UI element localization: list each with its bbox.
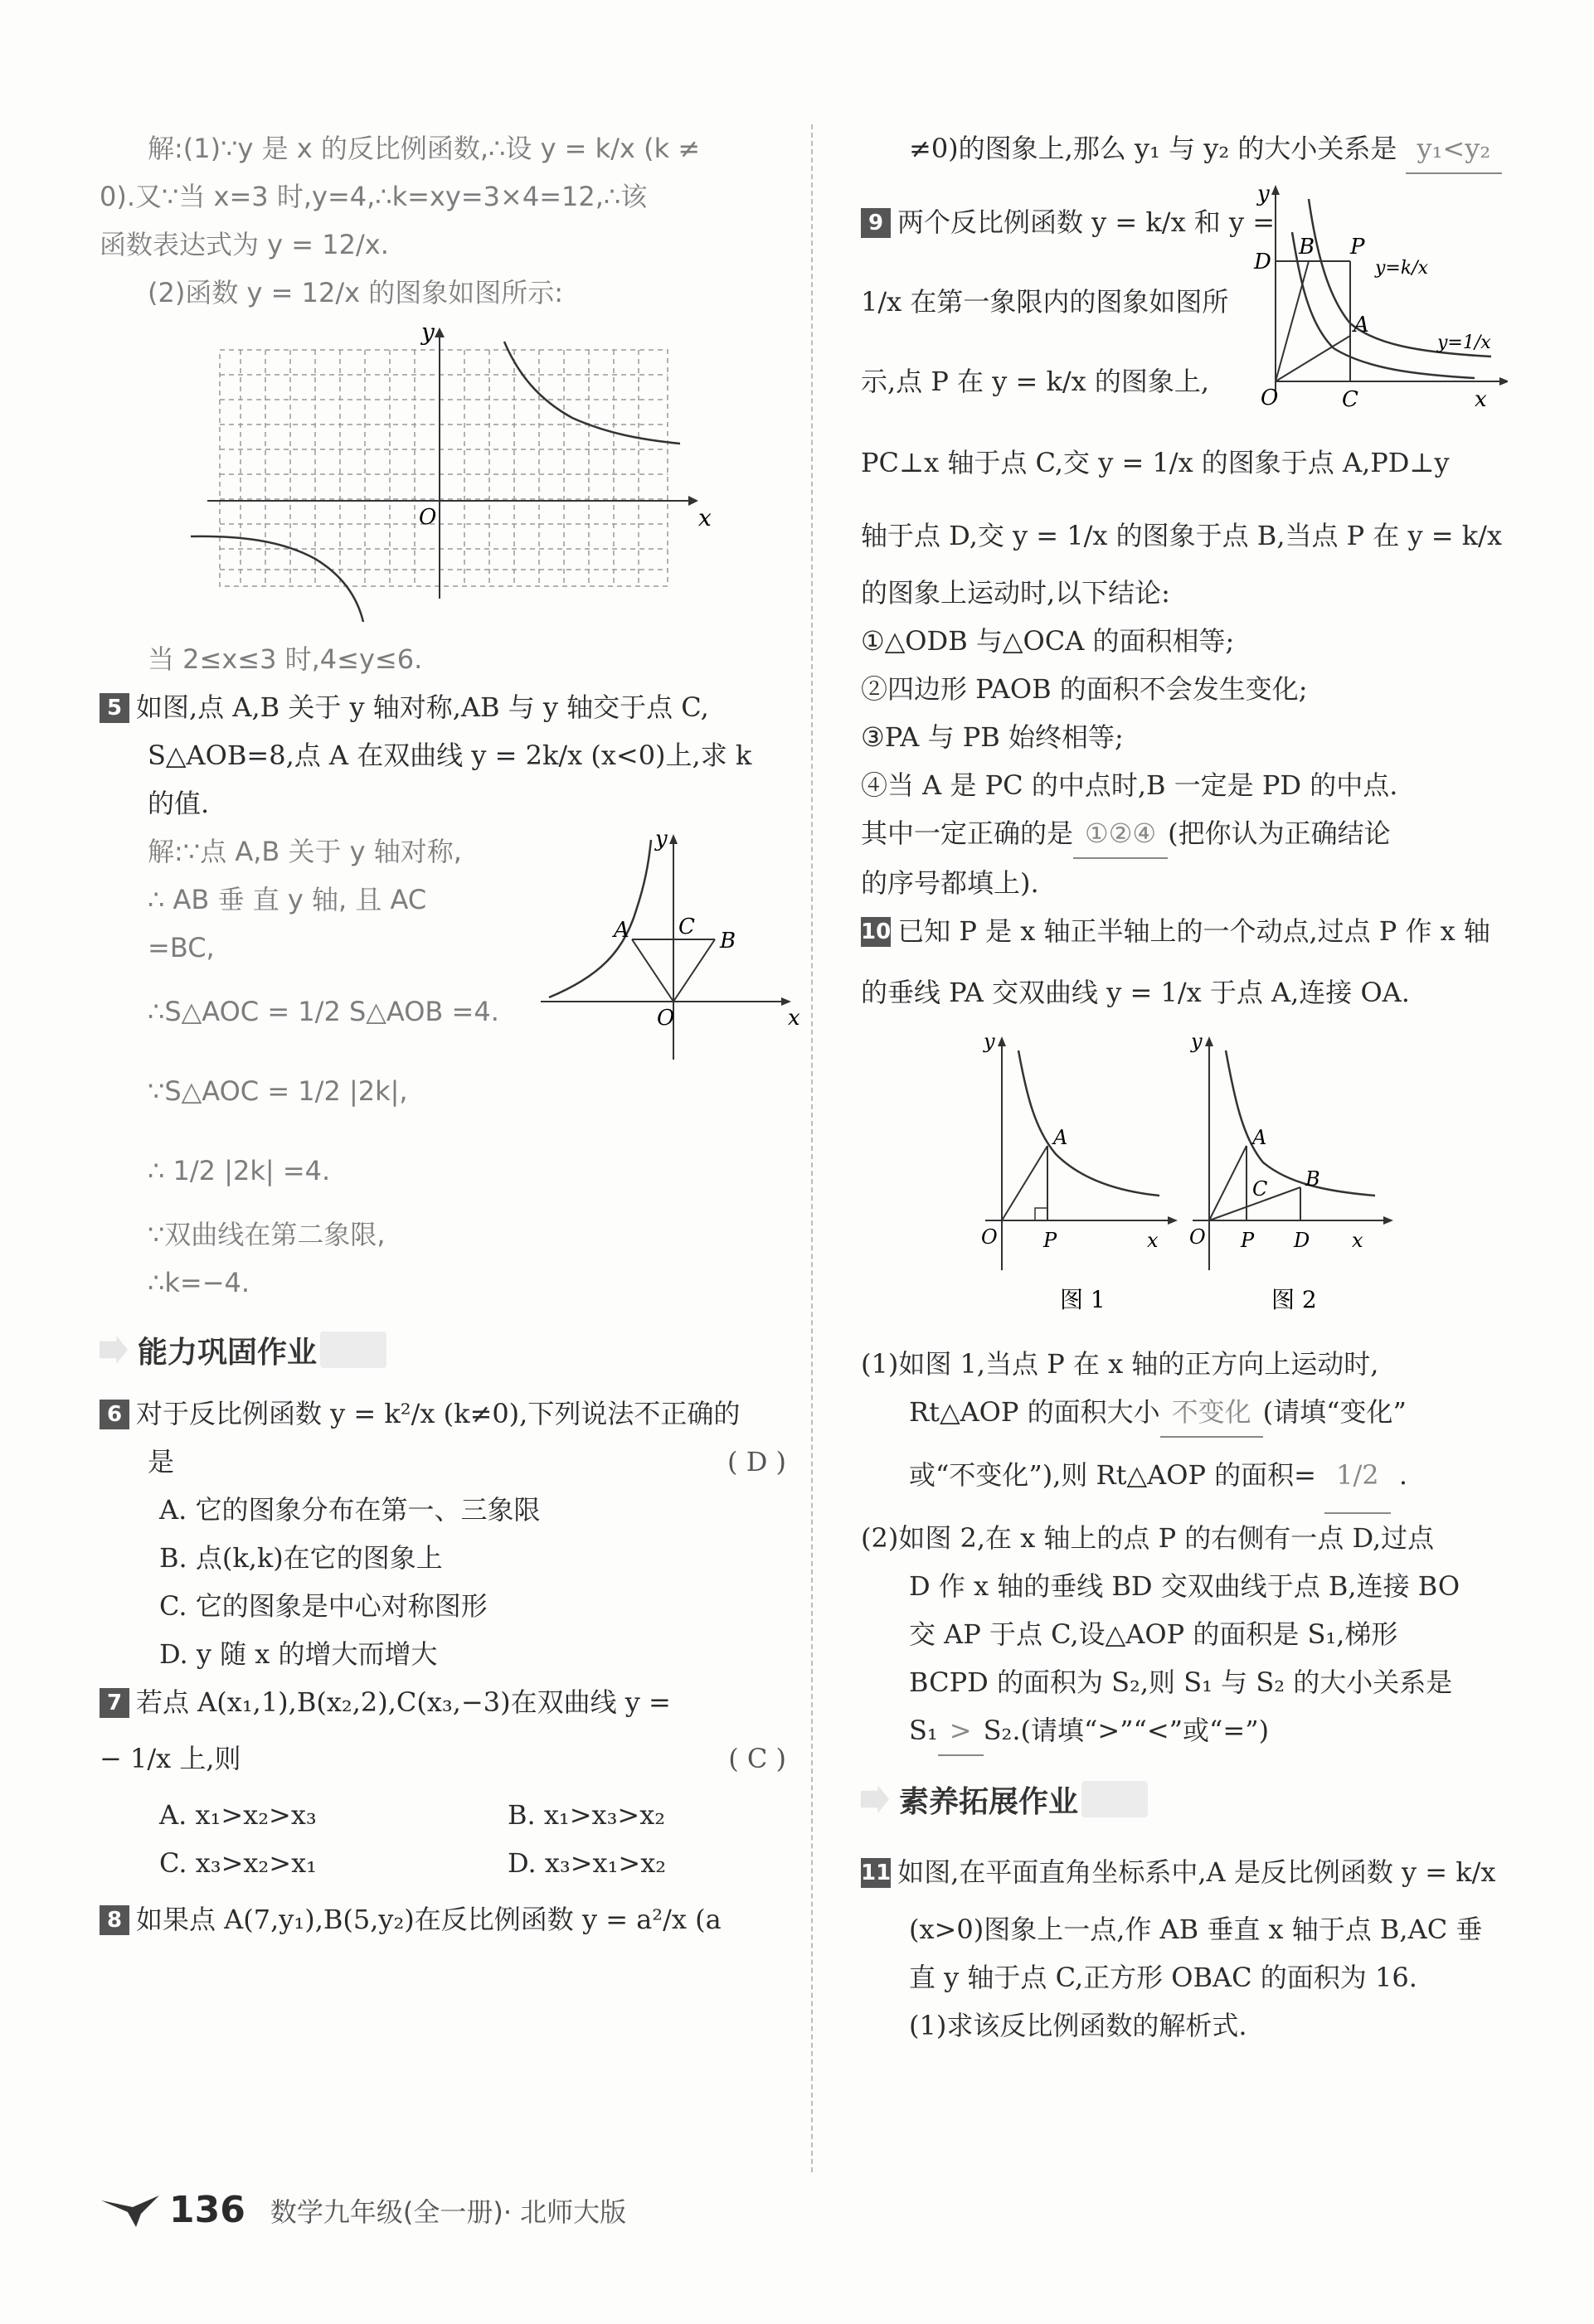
solution-5-line: ∴ AB 垂 直 y 轴, 且 AC [148,884,427,915]
option: A. x₁>x₂>x₃ [159,1799,317,1831]
solution-5-block [100,827,800,1307]
option: C. 它的图象是中心对称图形 [159,1590,488,1622]
option: D. x₃>x₁>x₂ [508,1847,667,1879]
fig10-1-label-p: P [1043,1229,1057,1252]
fig10-2-label-o: O [1189,1225,1206,1249]
question-6-line [100,1438,796,1486]
question-6-line [100,1390,796,1438]
section-header-extension [861,1773,1508,1826]
solution-4-1-line: 函数表达式为 y = 12/x. [100,229,389,260]
origin-label: O [419,505,437,530]
q10-1-text-c: (请填“变化” [1262,1396,1407,1428]
question-9-tail [861,809,1508,859]
question-number-10: 10 [861,917,891,947]
fig5-label-x: x [787,1006,800,1031]
fig10-2-label-p: P [1241,1229,1255,1252]
fig10-2-label-d: D [1294,1229,1310,1252]
solution-4-2: (2)函数 y = 12/x 的图象如图所示: [148,277,563,308]
fig10-1-label-y: y [984,1030,995,1053]
question-number-5: 5 [100,693,129,723]
section-arrow-icon [100,1336,128,1364]
fig9-label-p: P [1350,235,1365,260]
q10-1-text-d: 或“不变化”),则 Rt△AOP 的面积= [909,1459,1316,1491]
fig10-2-label-x: x [1352,1229,1363,1252]
question-9-line: ④当 A 是 PC 的中点时,B 一定是 PD 的中点. [861,769,1398,801]
figure-9 [1251,182,1508,423]
solution-5-line: ∴ 1/2 |2k| =4. [148,1155,331,1186]
solution-4-3: 当 2≤x≤3 时,4≤y≤6. [148,643,423,675]
fig9-label-d: D [1254,250,1271,274]
solution-5-line: 解:∵点 A,B 关于 y 轴对称, [148,836,462,867]
option: A. 它的图象分布在第一、三象限 [159,1494,541,1526]
solution-5-line: ∴k=−4. [148,1267,250,1298]
fig10-2-label-b: B [1305,1167,1320,1191]
option: B. x₁>x₃>x₂ [508,1799,666,1831]
question-number-11: 11 [861,1858,891,1888]
left-column [100,124,800,1943]
question-9-line: 1/x 在第一象限内的图象如图所 [861,286,1229,318]
solution-4-1-line: 解:(1)∵y 是 x 的反比例函数,∴设 y = k/x (k ≠ [148,133,701,164]
figure-10 [861,1030,1508,1337]
question-10-line [861,907,1508,955]
bird-logo-icon [100,2192,161,2229]
section-title: 能力巩固作业 [138,1335,318,1370]
page-number: 136 [169,2189,245,2231]
q10-1-text-b: Rt△AOP 的面积大小 [909,1396,1160,1428]
solution-5-line: ∵S△AOC = 1/2 |2k|, [148,1075,408,1107]
question-9-top [861,182,1508,423]
fig5-label-y: y [654,827,668,851]
section-title: 素养拓展作业 [899,1784,1079,1819]
question-9-line: 的图象上运动时,以下结论: [861,577,1170,609]
q10-2-s1: S₁ [909,1715,938,1746]
question-8-cont-text: ≠0)的图象上,那么 y₁ 与 y₂ 的大小关系是 [909,133,1397,164]
fig9-label-c: C [1342,387,1358,412]
answer-10-1-change: 不变化 [1160,1388,1263,1438]
figure-caption-1: 图 1 [1060,1286,1106,1313]
question-9-line: 轴于点 D,交 y = 1/x 的图象于点 B,当点 P 在 y = k/x [861,520,1502,551]
question-7-text: 若点 A(x₁,1),B(x₂,2),C(x₃,−3)在双曲线 y = [136,1686,671,1718]
question-10-2: D 作 x 轴的垂线 BD 交双曲线于点 B,连接 BO [909,1570,1460,1602]
hyperbola-graph-4 [100,317,796,632]
question-number-7: 7 [100,1688,129,1718]
x-axis-arrow [688,496,698,506]
question-10-line: 的垂线 PA 交双曲线 y = 1/x 于点 A,连接 OA. [861,977,1410,1008]
solution-5-line: ∴S△AOC = 1/2 S△AOB =4. [148,996,499,1027]
fig5-label-b: B [719,929,736,953]
question-11-line [861,1839,1508,1905]
question-number-6: 6 [100,1400,129,1429]
figure-10-1 [981,1030,1178,1313]
answer-6: ( D ) [727,1446,786,1477]
q9-tail-b: (把你认为正确结论 [1168,818,1391,849]
question-number-8: 8 [100,1905,129,1935]
fig9-label-k-curve: y=k/x [1375,258,1429,279]
question-11-line: (x>0)图象上一点,作 AB 垂直 x 轴于点 B,AC 垂 [909,1914,1483,1945]
answer-10-1-area: 1/2 [1324,1438,1391,1514]
question-6-text: 对于反比例函数 y = k²/x (k≠0),下列说法不正确的 [136,1398,741,1429]
hyperbola-branch-first-quadrant [504,342,680,444]
fig10-1-label-o: O [981,1225,998,1249]
fig10-1-label-a: A [1053,1126,1068,1149]
y-axis-arrow [435,327,445,337]
fig9-label-o: O [1261,386,1279,410]
question-10-1: 或“不变化”),则 Rt△AOP 的面积= 1/2 . [861,1438,1508,1514]
question-9-line: ②四边形 PAOB 的面积不会发生变化; [861,673,1308,705]
option-row [100,1839,796,1887]
question-9-line: 示,点 P 在 y = k/x 的图象上, [861,366,1210,397]
q10-2-post: S₂.(请填“>”“<”或“=”) [983,1715,1270,1746]
question-11-line: 直 y 轴于点 C,正方形 OBAC 的面积为 16. [909,1962,1417,1993]
option-row [100,1791,796,1839]
section-arrow-icon [861,1785,889,1813]
question-7-line [100,1726,796,1791]
option: B. 点(k,k)在它的图象上 [159,1542,443,1574]
fig9-label-one-curve: y=1/x [1437,332,1491,353]
question-10-text: 已知 P 是 x 轴正半轴上的一个动点,过点 P 作 x 轴 [897,915,1490,947]
question-9-line [861,182,1276,262]
question-5-line: 的值. [148,788,210,819]
question-5-text: 如图,点 A,B 关于 y 轴对称,AB 与 y 轴交于点 C, [136,691,709,723]
question-7-line [100,1678,796,1726]
section-bar [320,1332,386,1368]
y-axis-label: y [421,318,435,346]
fig10-2-label-y: y [1191,1030,1203,1053]
question-6-tail: 是 [148,1446,175,1477]
option: C. x₃>x₂>x₁ [159,1847,317,1879]
question-10-2 [861,1706,1508,1756]
section-header-ability [100,1323,796,1376]
fig10-1-label-x: x [1147,1229,1159,1252]
fig10-2-label-a: A [1252,1126,1267,1149]
figure-5 [532,827,806,1076]
question-9-line: ①△ODB 与△OCA 的面积相等; [861,625,1235,657]
q9-tail-a: 其中一定正确的是 [861,818,1074,849]
question-5-line [100,683,796,731]
question-9-line: PC⊥x 轴于点 C,交 y = 1/x 的图象于点 A,PD⊥y [861,447,1450,478]
question-number-9: 9 [861,208,891,238]
right-column [861,124,1508,2050]
fig9-label-b: B [1299,235,1315,260]
answer-8: y₁<y₂ [1406,124,1503,174]
fig5-label-c: C [678,915,695,939]
x-axis-label: x [698,504,712,531]
question-9-text: 两个反比例函数 y = k/x 和 y = [897,206,1276,238]
question-11-line: (1)求该反比例函数的解析式. [909,2010,1247,2041]
question-9-tail: 的序号都填上). [861,867,1039,899]
answer-9: ①②④ [1073,809,1168,859]
fig10-2-label-c: C [1252,1177,1268,1201]
figure-caption-2: 图 2 [1271,1286,1317,1313]
fig9-label-x: x [1475,387,1487,412]
question-10-2: 交 AP 于点 C,设△AOP 的面积是 S₁,梯形 [909,1618,1398,1650]
fig5-label-a: A [613,918,629,943]
answer-10-2: > [938,1706,984,1756]
question-8-text: 如果点 A(7,y₁),B(5,y₂)在反比例函数 y = a²/x (a [136,1904,722,1935]
column-divider [811,124,813,2172]
page-footer [100,2189,626,2231]
fig9-label-a: A [1353,313,1369,337]
figure-10-2 [1189,1030,1393,1313]
question-8-cont [861,124,1508,174]
question-9-line: ③PA 与 PB 始终相等; [861,721,1124,753]
solution-5-line: ∵双曲线在第二象限, [148,1219,386,1250]
question-10-1 [861,1388,1508,1438]
question-10-2: (2)如图 2,在 x 轴上的点 P 的右侧有一点 D,过点 [861,1522,1435,1554]
solution-5-line: =BC, [148,932,215,963]
question-10-2: BCPD 的面积为 S₂,则 S₁ 与 S₂ 的大小关系是 [909,1667,1453,1698]
question-10-1: (1)如图 1,当点 P 在 x 轴的正方向上运动时, [861,1348,1379,1380]
fig9-label-y: y [1257,182,1270,206]
option: D. y 随 x 的增大而增大 [159,1638,438,1670]
question-8-line [100,1895,796,1943]
solution-4-1-line: 0).又∵当 x=3 时,y=4,∴k=xy=3×4=12,∴该 [100,181,648,212]
question-7-tail: − 1/x 上,则 [100,1743,241,1774]
question-5-line: S△AOB=8,点 A 在双曲线 y = 2k/x (x<0)上,求 k [148,740,752,771]
fig5-label-o: O [656,1006,675,1031]
section-bar [1081,1781,1148,1817]
question-11-text: 如图,在平面直角坐标系中,A 是反比例函数 y = k/x [897,1856,1496,1888]
answer-7: ( C ) [728,1743,786,1774]
book-title: 数学九年级(全一册)· 北师大版 [270,2195,627,2228]
